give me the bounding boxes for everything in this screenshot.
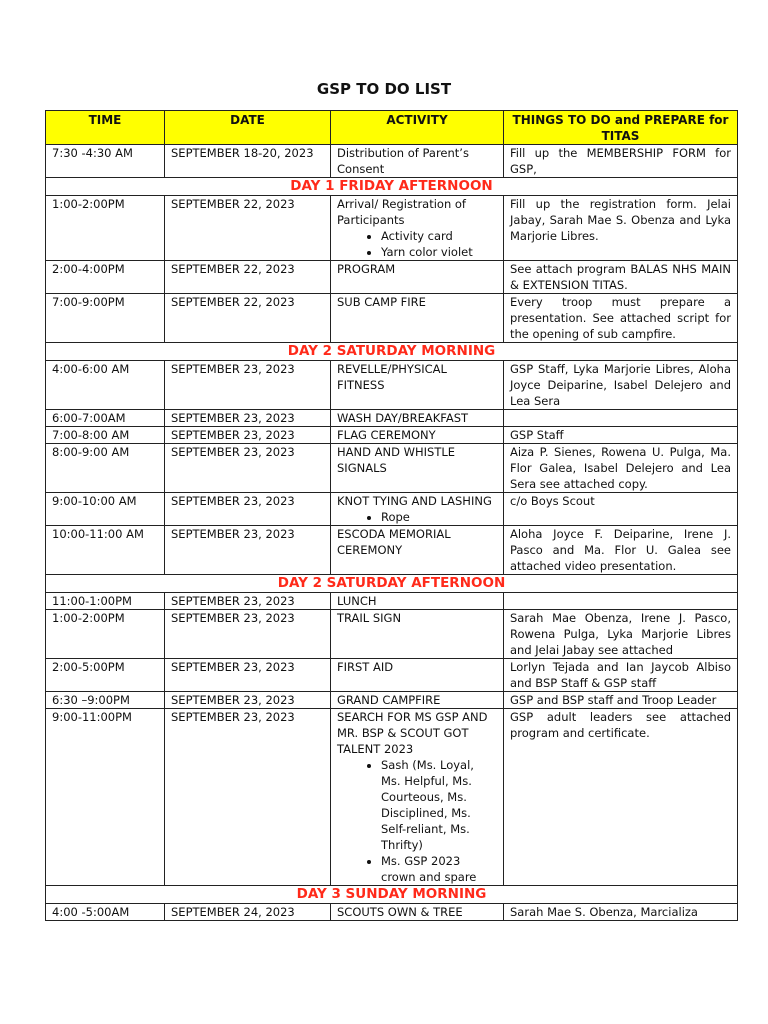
day-header-row <box>46 886 738 904</box>
day-header-row <box>46 178 738 196</box>
activity-cell <box>331 145 504 178</box>
activity-cell <box>331 444 504 493</box>
header-date: DATE <box>165 111 331 145</box>
table-row <box>46 196 738 261</box>
table-row <box>46 526 738 575</box>
header-things-to-do: THINGS TO DO and PREPARE for TITAS <box>504 111 738 145</box>
date-cell: SEPTEMBER 23, 2023 <box>165 444 331 493</box>
activity-bullet: • Activity card <box>381 228 497 244</box>
date-cell: SEPTEMBER 23, 2023 <box>165 493 331 526</box>
day-heading: DAY 2 SATURDAY AFTERNOON <box>46 575 738 593</box>
day-heading: DAY 3 SUNDAY MORNING <box>46 886 738 904</box>
date-cell: SEPTEMBER 23, 2023 <box>165 410 331 427</box>
activity-text: SCOUTS OWN & TREE <box>337 905 463 919</box>
activity-cell <box>331 709 504 886</box>
activity-text: WASH DAY/BREAKFAST <box>337 411 469 425</box>
activity-text: REVELLE/PHYSICAL FITNESS <box>337 362 447 392</box>
day-heading: DAY 1 FRIDAY AFTERNOON <box>46 178 738 196</box>
table-row <box>46 709 738 886</box>
activity-text: LUNCH <box>337 594 377 608</box>
date-cell: SEPTEMBER 23, 2023 <box>165 692 331 709</box>
things-to-do-cell: Sarah Mae S. Obenza, Marcializa <box>504 904 738 921</box>
todo-table <box>45 110 738 921</box>
activity-text: Distribution of Parent’s Consent <box>337 146 469 176</box>
activity-cell <box>331 904 504 921</box>
time-cell: 1:00-2:00PM <box>46 196 165 261</box>
time-cell: 6:30 –9:00PM <box>46 692 165 709</box>
activity-cell <box>331 294 504 343</box>
activity-text: SEARCH FOR MS GSP AND MR. BSP & SCOUT GOT TALENT 2023 <box>337 710 488 756</box>
time-cell: 4:00-6:00 AM <box>46 361 165 410</box>
things-to-do-cell: GSP and BSP staff and Troop Leader <box>504 692 738 709</box>
things-to-do-cell: Sarah Mae Obenza, Irene J. Pasco, Rowena Pulga, Lyka Marjorie Libres and Jelai Jabay see attached <box>504 610 738 659</box>
date-cell: SEPTEMBER 22, 2023 <box>165 261 331 294</box>
table-row <box>46 261 738 294</box>
time-cell: 7:30 -4:30 AM <box>46 145 165 178</box>
things-to-do-cell: GSP adult leaders see attached program and certificate. <box>504 709 738 886</box>
day-header-row <box>46 575 738 593</box>
table-row <box>46 361 738 410</box>
activity-text: HAND AND WHISTLE SIGNALS <box>337 445 456 475</box>
header-time: TIME <box>46 111 165 145</box>
activity-cell <box>331 361 504 410</box>
date-cell: SEPTEMBER 23, 2023 <box>165 709 331 886</box>
things-to-do-cell <box>504 593 738 610</box>
things-to-do-cell: Fill up the registration form. Jelai Jabay, Sarah Mae S. Obenza and Lyka Marjorie Libres. <box>504 196 738 261</box>
activity-bullet-list <box>337 757 497 885</box>
table-row <box>46 427 738 444</box>
day-header-row <box>46 343 738 361</box>
time-cell: 9:00-10:00 AM <box>46 493 165 526</box>
date-cell: SEPTEMBER 23, 2023 <box>165 526 331 575</box>
activity-text: FIRST AID <box>337 660 394 674</box>
things-to-do-cell: GSP Staff, Lyka Marjorie Libres, Aloha Joyce Deiparine, Isabel Delejero and Lea Sera <box>504 361 738 410</box>
table-row <box>46 692 738 709</box>
activity-text: GRAND CAMPFIRE <box>337 693 441 707</box>
activity-cell <box>331 659 504 692</box>
activity-text: Arrival/ Registration of Participants <box>337 197 466 227</box>
table-row <box>46 610 738 659</box>
table-row <box>46 659 738 692</box>
time-cell: 6:00-7:00AM <box>46 410 165 427</box>
table-body <box>46 145 738 921</box>
table-row <box>46 145 738 178</box>
time-cell: 7:00-9:00PM <box>46 294 165 343</box>
table-row <box>46 593 738 610</box>
time-cell: 9:00-11:00PM <box>46 709 165 886</box>
page-title: GSP TO DO LIST <box>316 80 452 98</box>
things-to-do-cell: Every troop must prepare a presentation. See attached script for the opening of sub campfire. <box>504 294 738 343</box>
time-cell: 10:00-11:00 AM <box>46 526 165 575</box>
activity-bullet-list <box>337 228 497 260</box>
time-cell: 2:00-5:00PM <box>46 659 165 692</box>
activity-text: ESCODA MEMORIAL CEREMONY <box>337 527 451 557</box>
date-cell: SEPTEMBER 23, 2023 <box>165 361 331 410</box>
table-row <box>46 444 738 493</box>
activity-bullet: • Rope <box>381 509 497 525</box>
things-to-do-cell: Aloha Joyce F. Deiparine, Irene J. Pasco and Ma. Flor U. Galea see attached video presentation. <box>504 526 738 575</box>
things-to-do-cell: Aiza P. Sienes, Rowena U. Pulga, Ma. Flor Galea, Isabel Delejero and Lea Sera see attached copy. <box>504 444 738 493</box>
activity-text: SUB CAMP FIRE <box>337 295 426 309</box>
header-activity: ACTIVITY <box>331 111 504 145</box>
date-cell: SEPTEMBER 23, 2023 <box>165 593 331 610</box>
activity-text: FLAG CEREMONY <box>337 428 436 442</box>
activity-text: KNOT TYING AND LASHING <box>337 494 492 508</box>
things-to-do-cell: c/o Boys Scout <box>504 493 738 526</box>
table-row <box>46 294 738 343</box>
things-to-do-cell: Fill up the MEMBERSHIP FORM for GSP, <box>504 145 738 178</box>
activity-cell <box>331 410 504 427</box>
activity-cell <box>331 610 504 659</box>
date-cell: SEPTEMBER 23, 2023 <box>165 610 331 659</box>
time-cell: 7:00-8:00 AM <box>46 427 165 444</box>
activity-text: TRAIL SIGN <box>337 611 402 625</box>
time-cell: 2:00-4:00PM <box>46 261 165 294</box>
activity-bullet-list <box>337 509 497 525</box>
date-cell: SEPTEMBER 23, 2023 <box>165 427 331 444</box>
time-cell: 11:00-1:00PM <box>46 593 165 610</box>
activity-cell <box>331 493 504 526</box>
activity-text: PROGRAM <box>337 262 396 276</box>
things-to-do-cell <box>504 410 738 427</box>
activity-cell <box>331 261 504 294</box>
time-cell: 1:00-2:00PM <box>46 610 165 659</box>
things-to-do-cell: GSP Staff <box>504 427 738 444</box>
things-to-do-cell: Lorlyn Tejada and Ian Jaycob Albiso and BSP Staff & GSP staff <box>504 659 738 692</box>
time-cell: 8:00-9:00 AM <box>46 444 165 493</box>
table-row <box>46 904 738 921</box>
date-cell: SEPTEMBER 24, 2023 <box>165 904 331 921</box>
things-to-do-cell: See attach program BALAS NHS MAIN & EXTENSION TITAS. <box>504 261 738 294</box>
activity-bullet: • Ms. GSP 2023 crown and spare <box>381 853 497 885</box>
activity-cell <box>331 692 504 709</box>
date-cell: SEPTEMBER 22, 2023 <box>165 294 331 343</box>
table-row <box>46 410 738 427</box>
activity-bullet: • Yarn color violet <box>381 244 497 260</box>
date-cell: SEPTEMBER 23, 2023 <box>165 659 331 692</box>
activity-cell <box>331 196 504 261</box>
activity-cell <box>331 427 504 444</box>
date-cell: SEPTEMBER 18-20, 2023 <box>165 145 331 178</box>
time-cell: 4:00 -5:00AM <box>46 904 165 921</box>
table-row <box>46 493 738 526</box>
activity-cell <box>331 526 504 575</box>
date-cell: SEPTEMBER 22, 2023 <box>165 196 331 261</box>
activity-cell <box>331 593 504 610</box>
header-row <box>46 111 738 145</box>
activity-bullet: • Sash (Ms. Loyal, Ms. Helpful, Ms. Courteous, Ms. Disciplined, Ms. Self-reliant, Ms. Thrifty) <box>381 757 497 853</box>
day-heading: DAY 2 SATURDAY MORNING <box>46 343 738 361</box>
